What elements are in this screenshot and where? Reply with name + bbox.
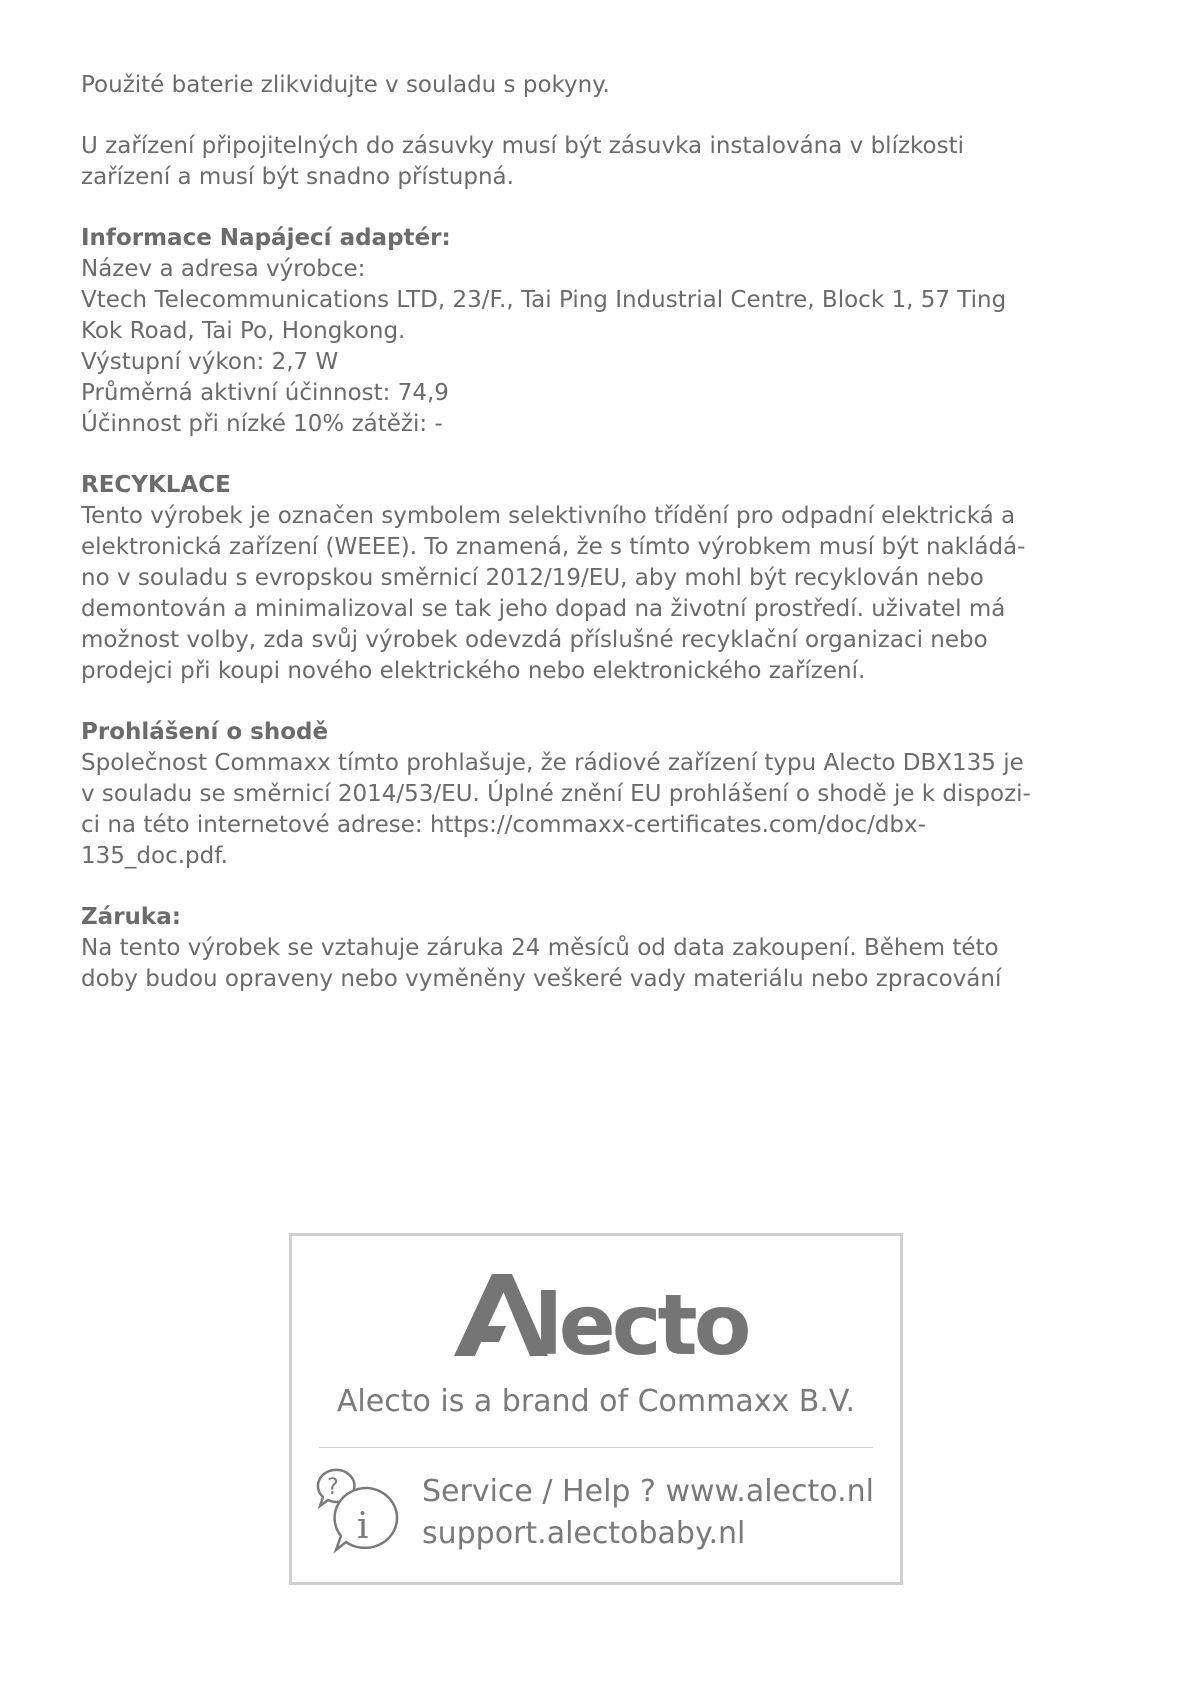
document-body [81, 70, 1121, 1025]
recycling-text-line: Tento výrobek je označen symbolem selektivního třídění pro odpadní elektrická a [81, 503, 1016, 529]
warranty-text-line: doby budou opraveny nebo vyměněny veškeré vady materiálu nebo zpracování [81, 966, 1002, 992]
brand-tagline: Alecto is a brand of Commaxx B.V. [336, 1384, 856, 1419]
recycling-text-line: možnost volby, zda svůj výrobek odevzdá příslušné recyklační organizaci nebo [81, 627, 988, 653]
logo-wordmark: lecto [534, 1276, 748, 1366]
adapter-text-line: Vtech Telecommunications LTD, 23/F., Tai Ping Industrial Centre, Block 1, 57 Ting [81, 287, 1007, 313]
alecto-logo [452, 1266, 752, 1366]
warranty-text-line: Na tento výrobek se vztahuje záruka 24 měsíců od data zakoupení. Během této [81, 935, 999, 961]
svg-text:?: ? [327, 1475, 339, 1500]
socket-section [81, 131, 1121, 193]
warranty-heading: Záruka: [81, 904, 181, 930]
recycling-heading: RECYKLACE [81, 472, 231, 498]
service-help-link[interactable]: Service / Help ? www.alecto.nl [422, 1474, 874, 1509]
recycling-text-line: prodejci při koupi nového elektrického nebo elektronického zařízení. [81, 658, 866, 684]
brand-box [289, 1233, 903, 1585]
recycling-text-line: no v souladu s evropskou směrnicí 2012/19/EU, aby mohl být recyklován nebo [81, 565, 984, 591]
adapter-section [81, 223, 1121, 440]
socket-text-line: zařízení a musí být snadno přístupná. [81, 164, 514, 190]
recycling-text-line: elektronická zařízení (WEEE). To znamená, že s tímto výrobkem musí být nakládá- [81, 534, 1026, 560]
adapter-text-line: Název a adresa výrobce: [81, 256, 366, 282]
conformity-text-line: v souladu se směrnicí 2014/53/EU. Úplné znění EU prohlášení o shodě je k dispozi- [81, 781, 1031, 807]
divider [319, 1447, 873, 1448]
battery-section [81, 70, 1121, 101]
help-info-icon [312, 1466, 408, 1556]
socket-text-line: U zařízení připojitelných do zásuvky musí být zásuvka instalována v blízkosti [81, 133, 964, 159]
conformity-heading: Prohlášení o shodě [81, 719, 329, 745]
warranty-section [81, 902, 1121, 995]
svg-text:i: i [357, 1506, 369, 1547]
battery-text: Použité baterie zlikvidujte v souladu s pokyny. [81, 72, 610, 98]
support-link[interactable]: support.alectobaby.nl [422, 1516, 746, 1551]
recycling-text-line: demontován a minimalizoval se tak jeho dopad na životní prostředí. uživatel má [81, 596, 1006, 622]
conformity-text-line: Společnost Commaxx tímto prohlašuje, že rádiové zařízení typu Alecto DBX135 je [81, 750, 1024, 776]
conformity-section [81, 717, 1121, 872]
recycling-section [81, 470, 1121, 687]
conformity-text-line: 135_doc.pdf. [81, 843, 228, 869]
adapter-text-line: Kok Road, Tai Po, Hongkong. [81, 318, 406, 344]
adapter-text-line: Výstupní výkon: 2,7 W [81, 349, 339, 375]
adapter-heading: Informace Napájecí adaptér: [81, 225, 451, 251]
adapter-text-line: Účinnost při nízké 10% zátěži: - [81, 411, 443, 437]
conformity-text-line: ci na této internetové adrese: https://commaxx-certificates.com/doc/dbx- [81, 812, 926, 838]
adapter-text-line: Průměrná aktivní účinnost: 74,9 [81, 380, 449, 406]
